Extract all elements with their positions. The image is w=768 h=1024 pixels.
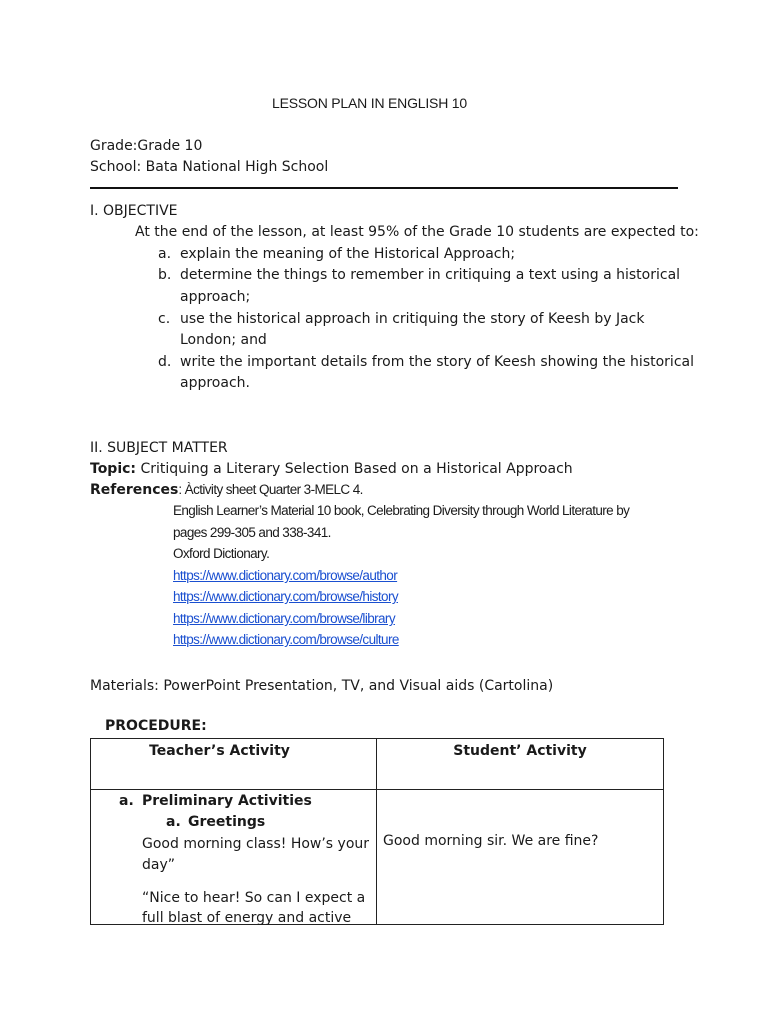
objective-item-b-line2: approach; xyxy=(180,289,251,305)
teacher-line-2: day” xyxy=(142,857,176,873)
objective-heading: I. OBJECTIVE xyxy=(90,203,178,219)
objective-marker-d: d. xyxy=(158,354,172,370)
table-row xyxy=(91,790,664,925)
references-text: : Àctivity sheet Quarter 3-MELC 4. xyxy=(178,482,363,497)
student-cell xyxy=(377,790,664,925)
grade-line: Grade:Grade 10 xyxy=(90,138,203,154)
link-culture[interactable]: https://www.dictionary.com/browse/culture xyxy=(173,632,399,647)
objective-marker-a: a. xyxy=(158,246,172,262)
procedure-table xyxy=(90,738,664,925)
greet-label: Greetings xyxy=(188,814,266,830)
table-header-row xyxy=(91,739,664,790)
header-cell-student xyxy=(377,739,664,790)
reference-oxford: Oxford Dictionary. xyxy=(173,546,270,561)
reference-book: English Learner’s Material 10 book, Celebrating Diversity through World Literature by xyxy=(173,503,630,518)
objective-item-d-line1: write the important details from the story of Keesh showing the historical xyxy=(180,354,694,370)
reference-book-pages: pages 299-305 and 338-341. xyxy=(173,525,331,540)
page-title: LESSON PLAN IN ENGLISH 10 xyxy=(272,95,467,111)
col-teacher-label: Teacher’s Activity xyxy=(149,743,290,759)
teacher-line-3: “Nice to hear! So can I expect a xyxy=(142,890,366,906)
references-label: References xyxy=(90,482,179,498)
student-reply: Good morning sir. We are fine? xyxy=(383,833,599,849)
objective-marker-c: c. xyxy=(158,311,171,327)
objective-marker-b: b. xyxy=(158,267,172,283)
divider xyxy=(90,187,678,189)
topic-label: Topic: xyxy=(90,461,137,477)
link-history[interactable]: https://www.dictionary.com/browse/history xyxy=(173,589,398,604)
objective-item-b-line1: determine the things to remember in critiquing a text using a historical xyxy=(180,267,681,283)
topic-text: Critiquing a Literary Selection Based on a Historical Approach xyxy=(136,461,573,477)
header-cell-teacher xyxy=(91,739,377,790)
references-line xyxy=(90,481,363,499)
link-author[interactable]: https://www.dictionary.com/browse/author xyxy=(173,568,398,583)
topic-line xyxy=(90,460,573,478)
objective-item-a: explain the meaning of the Historical Approach; xyxy=(180,246,516,262)
subject-matter-heading: II. SUBJECT MATTER xyxy=(90,440,228,456)
objective-item-c-line2: London; and xyxy=(180,332,267,348)
prelim-marker: a. xyxy=(119,793,134,809)
col-student-label: Student’ Activity xyxy=(453,743,587,759)
objective-intro: At the end of the lesson, at least 95% of the Grade 10 students are expected to: xyxy=(135,224,699,240)
link-library[interactable]: https://www.dictionary.com/browse/library xyxy=(173,611,395,626)
objective-item-d-line2: approach. xyxy=(180,375,250,391)
teacher-line-4: full blast of energy and active xyxy=(142,910,352,926)
prelim-label: Preliminary Activities xyxy=(142,793,312,809)
objective-item-c-line1: use the historical approach in critiquing the story of Keesh by Jack xyxy=(180,311,645,327)
materials-line: Materials: PowerPoint Presentation, TV, and Visual aids (Cartolina) xyxy=(90,678,554,694)
school-line: School: Bata National High School xyxy=(90,159,329,175)
greet-marker: a. xyxy=(166,814,181,830)
teacher-line-1: Good morning class! How’s your xyxy=(142,836,370,852)
procedure-heading: PROCEDURE: xyxy=(105,718,207,734)
teacher-cell xyxy=(91,790,377,925)
